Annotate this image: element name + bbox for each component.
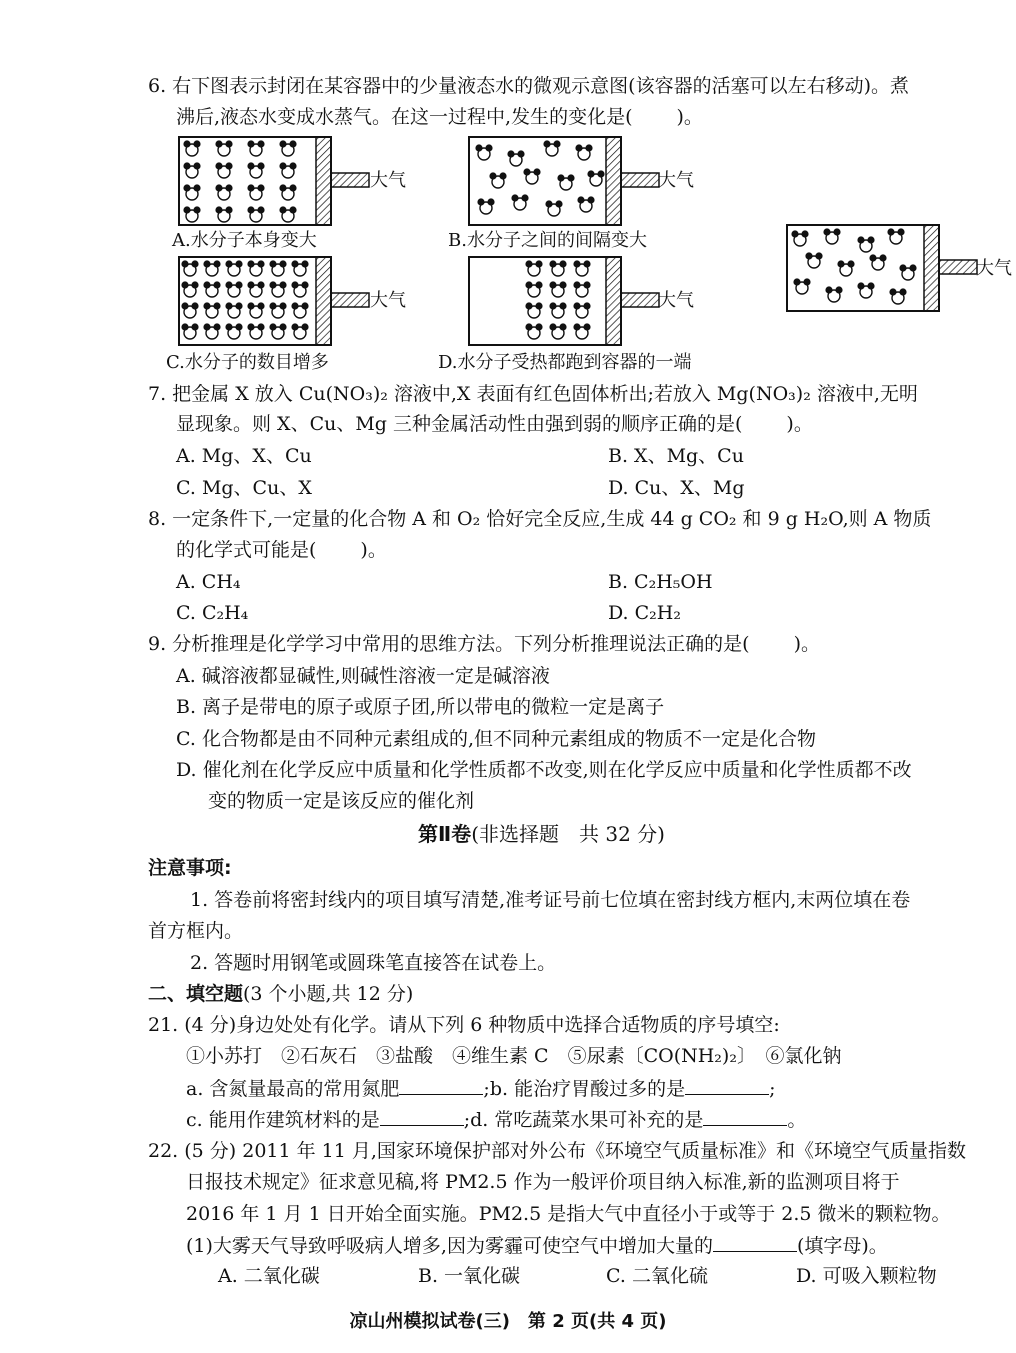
q22-sub1: (1)大雾天气导致呼吸病人增多,因为雾霾可使空气中增加大量的 (填字母)。 xyxy=(186,1235,888,1257)
note-1: 1. 答卷前将密封线内的项目填写清楚,准考证号前七位填在密封线方框内,末两位填在卷 xyxy=(190,889,911,911)
water-molecule-icon xyxy=(183,140,200,156)
water-molecule-icon xyxy=(269,260,286,276)
water-molecule-icon xyxy=(549,302,566,318)
water-molecule-icon xyxy=(247,302,264,318)
water-molecule-icon xyxy=(805,252,822,268)
water-molecule-icon xyxy=(181,323,198,339)
water-molecule-icon xyxy=(525,302,542,318)
water-molecule-icon xyxy=(225,302,242,318)
water-molecule-icon xyxy=(291,302,308,318)
water-molecule-icon xyxy=(291,260,308,276)
q21-blank-b[interactable] xyxy=(685,1076,769,1095)
water-molecule-icon xyxy=(489,172,506,188)
q22-option-a[interactable]: A. 二氧化碳 xyxy=(218,1265,320,1287)
water-molecule-icon xyxy=(279,140,296,156)
q7-option-c[interactable]: C. Mg、Cu、X xyxy=(176,477,312,499)
q8-option-d[interactable]: D. C₂H₂ xyxy=(608,602,681,624)
figure-d-atmosphere-label: 大气 xyxy=(658,290,694,311)
q7-stem-line2: 显现象。则 X、Cu、Mg 三种金属活动性由强到弱的顺序正确的是( )。 xyxy=(176,413,813,435)
water-molecule-icon xyxy=(279,162,296,178)
water-molecule-icon xyxy=(557,174,574,190)
water-molecule-icon xyxy=(279,206,296,222)
water-molecule-icon xyxy=(525,281,542,297)
water-molecule-icon xyxy=(225,323,242,339)
water-molecule-icon xyxy=(507,150,524,166)
water-molecule-icon xyxy=(225,260,242,276)
water-molecule-icon xyxy=(573,260,590,276)
water-molecule-icon xyxy=(575,144,592,160)
q22-line1: 22. (5 分) 2011 年 11 月,国家环境保护部对外公布《环境空气质量标准》和《环境空气质量指数 xyxy=(148,1140,966,1162)
q21-ab: a. 含氮量最高的常用氮肥 ;b. 能治疗胃酸过多的是 ; xyxy=(186,1078,776,1100)
q9-stem: 9. 分析推理是化学学习中常用的思维方法。下列分析推理说法正确的是( )。 xyxy=(148,633,821,655)
water-molecule-icon xyxy=(181,302,198,318)
figure-c-atmosphere-label: 大气 xyxy=(370,290,406,311)
q9-option-d[interactable]: D. 催化剂在化学反应中质量和化学性质都不改变,则在化学反应中质量和化学性质都不改 xyxy=(176,759,912,781)
water-molecule-icon xyxy=(525,260,542,276)
water-molecule-icon xyxy=(573,281,590,297)
water-molecule-icon xyxy=(269,302,286,318)
q21-blank-d[interactable] xyxy=(703,1107,787,1126)
water-molecule-icon xyxy=(545,200,562,216)
water-molecule-icon xyxy=(247,184,264,200)
notes-heading: 注意事项: xyxy=(148,857,232,879)
water-molecule-icon xyxy=(215,162,232,178)
q7-option-a[interactable]: A. Mg、X、Cu xyxy=(176,445,312,467)
water-molecule-icon xyxy=(543,140,560,156)
water-molecule-icon xyxy=(291,323,308,339)
q9-option-a[interactable]: A. 碱溶液都显碱性,则碱性溶液一定是碱溶液 xyxy=(176,665,550,687)
q9-option-c[interactable]: C. 化合物都是由不同种元素组成的,但不同种元素组成的物质不一定是化合物 xyxy=(176,728,816,750)
page-footer: 凉山州模拟试卷(三) 第 2 页(共 4 页) xyxy=(349,1311,667,1332)
q8-stem-line1: 8. 一定条件下,一定量的化合物 A 和 O₂ 恰好完全反应,生成 44 g CO₂ 和 9 g H₂O,则 A 物质 xyxy=(148,508,932,530)
q22-line2: 日报技术规定》征求意见稿,将 PM2.5 作为一般评价项目纳入标准,新的监测项目将于 xyxy=(186,1171,900,1193)
water-molecule-icon xyxy=(523,168,540,184)
water-molecule-icon xyxy=(215,140,232,156)
water-molecule-icon xyxy=(225,281,242,297)
water-molecule-icon xyxy=(269,281,286,297)
q22-blank-1[interactable] xyxy=(713,1233,797,1252)
water-molecule-icon xyxy=(247,281,264,297)
figure-a-atmosphere-label: 大气 xyxy=(370,170,406,191)
water-molecule-icon xyxy=(203,281,220,297)
water-molecule-icon xyxy=(857,282,874,298)
q6-option-b[interactable]: B.水分子之间的间隔变大 xyxy=(448,230,647,251)
water-molecule-icon xyxy=(183,162,200,178)
q6-option-d[interactable]: D.水分子受热都跑到容器的一端 xyxy=(438,352,692,373)
water-molecule-icon xyxy=(475,144,492,160)
water-molecule-icon xyxy=(791,230,808,246)
water-molecule-icon xyxy=(823,228,840,244)
q8-option-c[interactable]: C. C₂H₄ xyxy=(176,602,249,624)
q6-option-a[interactable]: A.水分子本身变大 xyxy=(172,230,317,251)
q22-option-b[interactable]: B. 一氧化碳 xyxy=(418,1265,521,1287)
water-molecule-icon xyxy=(477,198,494,214)
water-molecule-icon xyxy=(857,236,874,252)
water-molecule-icon xyxy=(279,184,296,200)
water-molecule-icon xyxy=(291,281,308,297)
water-molecule-icon xyxy=(247,140,264,156)
water-molecule-icon xyxy=(247,162,264,178)
q21-cd: c. 能用作建筑材料的是 ;d. 常吃蔬菜水果可补充的是 。 xyxy=(186,1109,807,1131)
water-molecule-icon xyxy=(183,206,200,222)
q22-option-d[interactable]: D. 可吸入颗粒物 xyxy=(796,1265,937,1287)
note-2: 2. 答题时用钢笔或圆珠笔直接答在试卷上。 xyxy=(190,952,557,974)
water-molecule-icon xyxy=(889,288,906,304)
water-molecule-icon xyxy=(793,278,810,294)
q8-option-b[interactable]: B. C₂H₅OH xyxy=(608,571,713,593)
water-molecule-icon xyxy=(573,323,590,339)
water-molecule-icon xyxy=(511,194,528,210)
q6-option-c[interactable]: C.水分子的数目增多 xyxy=(166,352,329,373)
water-molecule-icon xyxy=(203,323,220,339)
q9-option-b[interactable]: B. 离子是带电的原子或原子团,所以带电的微粒一定是离子 xyxy=(176,696,665,718)
q7-option-b[interactable]: B. X、Mg、Cu xyxy=(608,445,744,467)
q6-stem-line2: 沸后,液态水变成水蒸气。在这一过程中,发生的变化是( )。 xyxy=(176,106,703,128)
water-molecule-icon xyxy=(837,260,854,276)
water-molecule-icon xyxy=(269,323,286,339)
water-molecule-icon xyxy=(181,260,198,276)
water-molecule-icon xyxy=(869,254,886,270)
note-1-cont: 首方框内。 xyxy=(148,920,244,942)
water-molecule-icon xyxy=(549,260,566,276)
water-molecule-icon xyxy=(183,184,200,200)
water-molecule-icon xyxy=(887,228,904,244)
water-molecule-icon xyxy=(899,264,916,280)
q22-option-c[interactable]: C. 二氧化硫 xyxy=(606,1265,708,1287)
q7-option-d[interactable]: D. Cu、X、Mg xyxy=(608,477,745,499)
q21-blank-c[interactable] xyxy=(380,1107,464,1126)
water-molecule-icon xyxy=(203,260,220,276)
water-molecule-icon xyxy=(247,206,264,222)
figure-b-atmosphere-label: 大气 xyxy=(658,170,694,191)
q9-option-d-cont: 变的物质一定是该反应的催化剂 xyxy=(208,790,475,812)
water-molecule-icon xyxy=(525,323,542,339)
q8-option-a[interactable]: A. CH₄ xyxy=(176,571,241,593)
water-molecule-icon xyxy=(247,323,264,339)
water-molecule-icon xyxy=(215,184,232,200)
q8-stem-line2: 的化学式可能是( )。 xyxy=(176,539,387,561)
water-molecule-icon xyxy=(573,302,590,318)
water-molecule-icon xyxy=(549,323,566,339)
q21-blank-a[interactable] xyxy=(399,1076,483,1095)
water-molecule-icon xyxy=(549,281,566,297)
q21-stem: 21. (4 分)身边处处有化学。请从下列 6 种物质中选择合适物质的序号填空: xyxy=(148,1014,780,1036)
water-molecule-icon xyxy=(825,286,842,302)
water-molecule-icon xyxy=(587,170,604,186)
q6-stem-line1: 6. 右下图表示封闭在某容器中的少量液态水的微观示意图(该容器的活塞可以左右移动)。煮 xyxy=(148,75,909,97)
figure-original-atmosphere-label: 大气 xyxy=(976,258,1012,279)
q22-line3: 2016 年 1 月 1 日开始全面实施。PM2.5 是指大气中直径小于或等于 2.5 微米的颗粒物。 xyxy=(186,1203,951,1225)
section-title: 第Ⅱ卷(非选择题 共 32 分) xyxy=(418,822,665,846)
water-molecule-icon xyxy=(577,196,594,212)
part2-heading: 二、填空题(3 个小题,共 12 分) xyxy=(148,983,414,1005)
q7-stem-line1: 7. 把金属 X 放入 Cu(NO₃)₂ 溶液中,X 表面有红色固体析出;若放入 Mg(NO₃)₂ 溶液中,无明 xyxy=(148,383,918,405)
water-molecule-icon xyxy=(247,260,264,276)
water-molecule-icon xyxy=(181,281,198,297)
water-molecule-icon xyxy=(203,302,220,318)
q21-options: ①小苏打 ②石灰石 ③盐酸 ④维生素 C ⑤尿素〔CO(NH₂)₂〕 ⑥氯化钠 xyxy=(186,1045,842,1067)
water-molecule-icon xyxy=(215,206,232,222)
